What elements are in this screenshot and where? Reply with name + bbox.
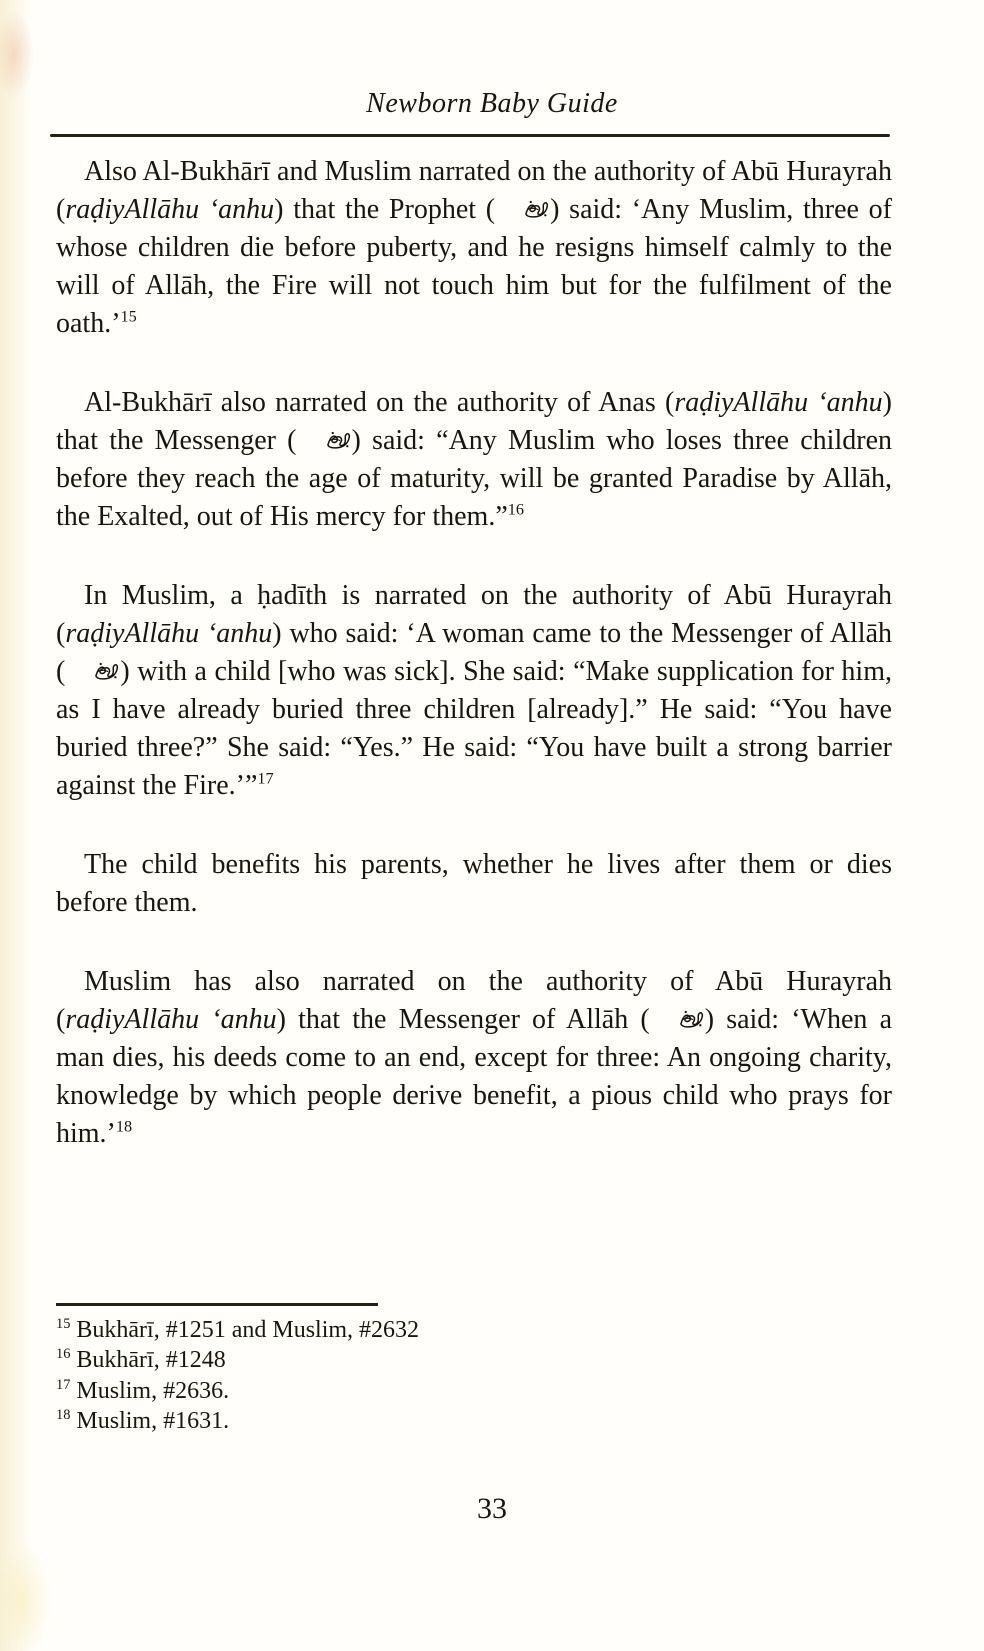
footnote-marker: 15 (56, 1315, 71, 1332)
body-text: ) that the Prophet ( (274, 194, 496, 225)
paragraph-4 (56, 846, 892, 922)
footnote-18 (56, 1406, 796, 1437)
body-text-column (56, 153, 892, 1194)
body-text: ) said: ‘When a man dies, his deeds come to an end, except for three: An ongoing charity, knowledge by which people derive benefit, a pious child who prays for him.’ (56, 1004, 893, 1149)
footnotes-section (56, 1303, 796, 1437)
footnote-reference: 17 (257, 769, 274, 788)
paragraph-5 (56, 963, 892, 1153)
body-text: ) said: “Any Muslim who loses three children before they reach the age of maturity, will be granted Paradise by Allāh, the Exalted, out of His mercy for them.” (56, 425, 892, 532)
footnote-text: Bukhārī, #1251 and Muslim, #2632 (76, 1316, 420, 1343)
page-left-edge-tint (0, 0, 36, 1651)
footnote-marker: 17 (56, 1376, 71, 1393)
footnote-marker: 16 (56, 1346, 71, 1362)
footnote-16 (56, 1345, 796, 1376)
footnote-rule-divider (56, 1303, 378, 1306)
transliteration-italic: raḍiyAllāhu ‘anhu (65, 618, 273, 649)
prophet-honorific-icon (297, 429, 352, 452)
paragraph-3 (56, 577, 892, 805)
footnote-17 (56, 1376, 796, 1407)
prophet-honorific-icon (495, 198, 550, 221)
body-text: Al-Bukhārī also narrated on the authority of Anas ( (84, 387, 675, 418)
body-text: In Muslim, a ḥadīth is narrated on the authority of Abū Hurayrah ( (56, 580, 892, 649)
body-text: Also Al-Bukhārī and Muslim narrated on the authority of Abū Hurayrah ( (56, 156, 892, 225)
footnote-reference: 16 (507, 500, 524, 519)
paragraph-1 (56, 153, 892, 343)
transliteration-italic: raḍiyAllāhu ‘anhu (65, 1004, 277, 1035)
body-text: The child benefits his parents, whether he lives after them or dies before them. (56, 849, 892, 918)
prophet-honorific-icon (650, 1008, 705, 1031)
page-corner-smudge-top (0, 10, 34, 100)
footnote-text: Muslim, #2636. (76, 1377, 230, 1404)
page-corner-smudge-bottom (0, 1541, 52, 1651)
body-text: ) that the Messenger ( (56, 387, 892, 456)
body-text: ) with a child [who was sick]. She said: “Make supplication for him, as I have already buried three children [already].” He said: “You have buried three?” She said: “Yes.” He said: “You have built a strong barrier against the Fire.’” (56, 656, 892, 801)
body-text: ) who said: ‘A woman came to the Messenger of Allāh ( (56, 618, 893, 687)
body-text: ) that the Messenger of Allāh ( (276, 1004, 650, 1035)
footnote-text: Muslim, #1631. (76, 1408, 230, 1434)
running-header-title: Newborn Baby Guide (366, 88, 618, 119)
page-number: 33 (477, 1492, 507, 1525)
header-rule-divider (50, 134, 890, 137)
transliteration-italic: raḍiyAllāhu ‘anhu (674, 387, 883, 418)
body-text: ) said: ‘Any Muslim, three of whose children die before puberty, and he resigns himself calmly to the will of Allāh, the Fire will not touch him but for the fulfilment of the oath.’ (56, 194, 893, 339)
transliteration-italic: raḍiyAllāhu ‘anhu (65, 194, 275, 225)
body-text: Muslim has also narrated on the authority of Abū Hurayrah ( (56, 966, 892, 1035)
footnote-reference: 15 (120, 307, 137, 326)
footnote-15 (56, 1315, 796, 1346)
footnote-reference: 18 (115, 1117, 133, 1136)
prophet-honorific-icon (65, 660, 120, 683)
paragraph-2 (56, 384, 892, 536)
footnote-marker: 18 (56, 1407, 71, 1423)
footnote-text: Bukhārī, #1248 (76, 1347, 226, 1373)
